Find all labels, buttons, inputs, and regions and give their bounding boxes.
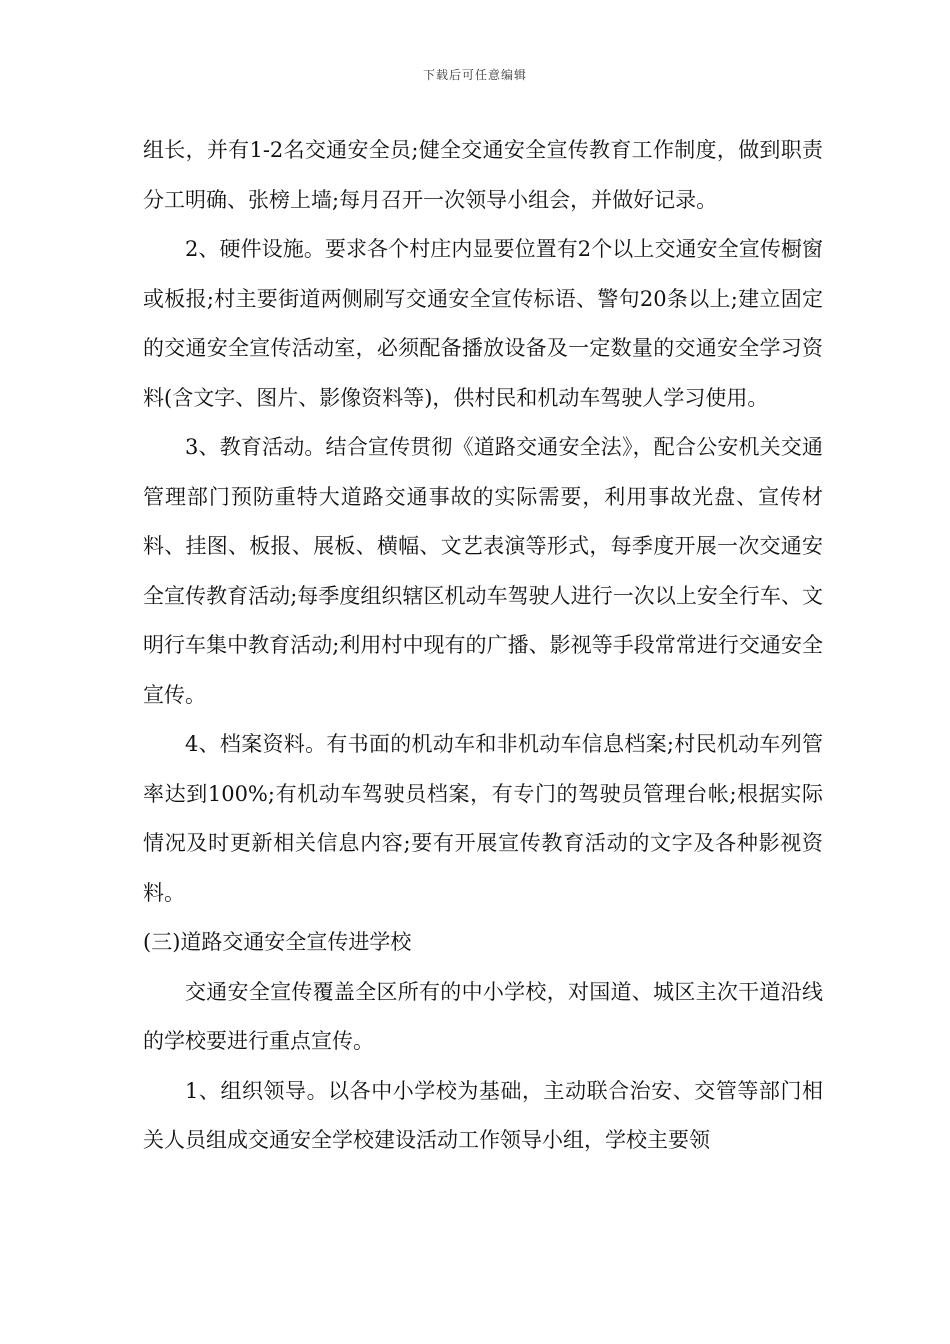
paragraph-4: 4、档案资料。有书面的机动车和非机动车信息档案;村民机动车列管率达到100%;有机动车驾驶员档案，有专门的驾驶员管理台帐;根据实际情况及时更新相关信息内容;要有开展宣传教育活动的文字及各种影视资料。: [143, 732, 823, 905]
paragraph-1: 组长，并有1-2名交通安全员;健全交通安全宣传教育工作制度，做到职责分工明确、张榜上墙;每月召开一次领导小组会，并做好记录。: [143, 138, 823, 212]
section-heading: (三)道路交通安全宣传进学校: [143, 930, 412, 954]
paragraph-6: 1、组织领导。以各中小学校为基础，主动联合治安、交管等部门相关人员组成交通安全学校建设活动工作领导小组，学校主要领: [143, 1078, 823, 1152]
paragraph-2: 2、硬件设施。要求各个村庄内显要位置有2个以上交通安全宣传橱窗或板报;村主要街道两侧刷写交通安全宣传标语、警句20条以上;建立固定的交通安全宣传活动室，必须配备播放设备及一定数量的交通安全学习资料(含文字、图片、影像资料等)，供村民和机动车驾驶人学习使用。: [143, 237, 823, 410]
paragraph-3: 3、教育活动。结合宣传贯彻《道路交通安全法》，配合公安机关交通管理部门预防重特大道路交通事故的实际需要，利用事故光盘、宣传材料、挂图、板报、展板、横幅、文艺表演等形式，每季度开展一次交通安全宣传教育活动;每季度组织辖区机动车驾驶人进行一次以上安全行车、文明行车集中教育活动;利用村中现有的广播、影视等手段常常进行交通安全宣传。: [143, 435, 823, 707]
document-body: [143, 126, 823, 1166]
paragraph-5: 交通安全宣传覆盖全区所有的中小学校，对国道、城区主次干道沿线的学校要进行重点宣传。: [143, 979, 823, 1053]
page-header-note: 下载后可任意编辑: [422, 68, 527, 82]
